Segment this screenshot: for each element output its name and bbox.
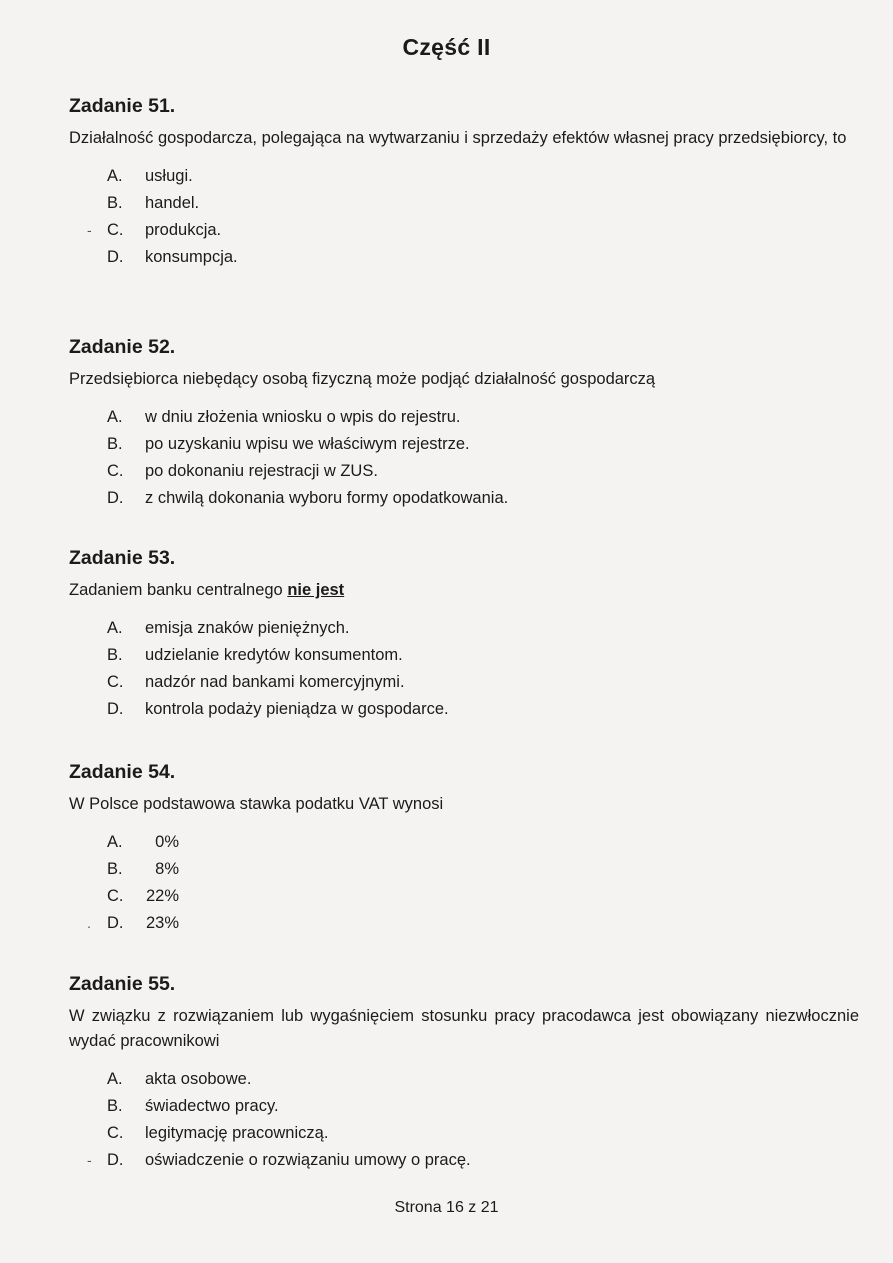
option-letter: D.: [107, 914, 124, 932]
option-text: legitymację pracowniczą.: [145, 1124, 329, 1142]
option-text: udzielanie kredytów konsumentom.: [145, 646, 403, 664]
question-emphasis: nie jest: [287, 581, 345, 599]
option-letter: A.: [107, 167, 123, 185]
option-a: [69, 404, 859, 431]
task-54: [69, 760, 859, 937]
task-55: [69, 972, 859, 1174]
option-text: 22%: [145, 887, 179, 905]
task-title: Zadanie 51.: [69, 95, 176, 117]
part-title: Część II: [402, 34, 491, 60]
option-letter: D.: [107, 248, 124, 266]
option-c: [69, 217, 859, 244]
pencil-mark-icon: .: [87, 915, 91, 931]
option-text: po dokonaniu rejestracji w ZUS.: [145, 462, 378, 480]
option-letter: D.: [107, 1151, 124, 1169]
option-b: [69, 856, 859, 883]
answer-options: [69, 1066, 859, 1174]
option-text: 8%: [155, 860, 179, 878]
option-b: [69, 1093, 859, 1120]
option-a: [69, 1066, 859, 1093]
question-text: Zadaniem banku centralnego: [69, 581, 288, 599]
option-d: [69, 485, 859, 512]
option-letter: D.: [107, 700, 124, 718]
task-title: Zadanie 55.: [69, 973, 176, 995]
option-text: handel.: [145, 194, 200, 212]
task-52: [69, 335, 859, 512]
option-d: [69, 1147, 859, 1174]
option-letter: A.: [107, 1070, 123, 1088]
page-number: Strona 16 z 21: [394, 1199, 499, 1216]
pencil-mark-icon: -: [87, 1152, 92, 1168]
task-question: W związku z rozwiązaniem lub wygaśnięciem stosunku pracy pracodawca jest obowiązany niezwłocznie wydać pracownikowi: [69, 1007, 859, 1050]
option-text: konsumpcja.: [145, 248, 238, 266]
option-a: [69, 615, 859, 642]
option-letter: C.: [107, 1124, 124, 1142]
option-c: [69, 1120, 859, 1147]
option-letter: B.: [107, 860, 123, 878]
option-text: w dniu złożenia wniosku o wpis do rejestru.: [145, 408, 461, 426]
option-letter: B.: [107, 194, 123, 212]
task-title: Zadanie 54.: [69, 761, 176, 783]
task-51: [69, 94, 859, 271]
option-letter: A.: [107, 619, 123, 637]
option-text: usługi.: [145, 167, 193, 185]
option-text: akta osobowe.: [145, 1070, 252, 1088]
option-text: 23%: [145, 914, 179, 932]
option-b: [69, 642, 859, 669]
option-letter: B.: [107, 1097, 123, 1115]
option-letter: C.: [107, 887, 124, 905]
option-d: [69, 910, 859, 937]
option-text: emisja znaków pieniężnych.: [145, 619, 350, 637]
option-text: świadectwo pracy.: [145, 1097, 279, 1115]
pencil-mark-icon: -: [87, 222, 92, 238]
option-text: kontrola podaży pieniądza w gospodarce.: [145, 700, 449, 718]
option-letter: A.: [107, 833, 123, 851]
task-title: Zadanie 53.: [69, 547, 176, 569]
option-a: [69, 829, 859, 856]
option-d: [69, 244, 859, 271]
option-b: [69, 190, 859, 217]
option-b: [69, 431, 859, 458]
option-text: produkcja.: [145, 221, 222, 239]
option-letter: C.: [107, 462, 124, 480]
option-text: 0%: [155, 833, 179, 851]
task-question: [69, 578, 859, 603]
option-letter: D.: [107, 489, 124, 507]
option-text: oświadczenie o rozwiązaniu umowy o pracę.: [145, 1151, 471, 1169]
task-title: Zadanie 52.: [69, 336, 176, 358]
task-53: [69, 546, 859, 723]
option-letter: B.: [107, 646, 123, 664]
option-letter: C.: [107, 221, 124, 239]
answer-options: [69, 404, 859, 512]
option-text: nadzór nad bankami komercyjnymi.: [145, 673, 405, 691]
answer-options: [69, 163, 859, 271]
option-d: [69, 696, 859, 723]
option-text: z chwilą dokonania wyboru formy opodatkowania.: [145, 489, 509, 507]
answer-options: [69, 829, 859, 937]
option-letter: A.: [107, 408, 123, 426]
option-c: [69, 883, 859, 910]
answer-options: [69, 615, 859, 723]
option-text: po uzyskaniu wpisu we właściwym rejestrze.: [145, 435, 470, 453]
task-question: Działalność gospodarcza, polegająca na wytwarzaniu i sprzedaży efektów własnej pracy przedsiębiorcy, to: [69, 129, 847, 147]
option-c: [69, 458, 859, 485]
option-c: [69, 669, 859, 696]
option-letter: B.: [107, 435, 123, 453]
option-a: [69, 163, 859, 190]
option-letter: C.: [107, 673, 124, 691]
task-question: W Polsce podstawowa stawka podatku VAT wynosi: [69, 795, 444, 813]
task-question: Przedsiębiorca niebędący osobą fizyczną może podjąć działalność gospodarczą: [69, 370, 656, 388]
